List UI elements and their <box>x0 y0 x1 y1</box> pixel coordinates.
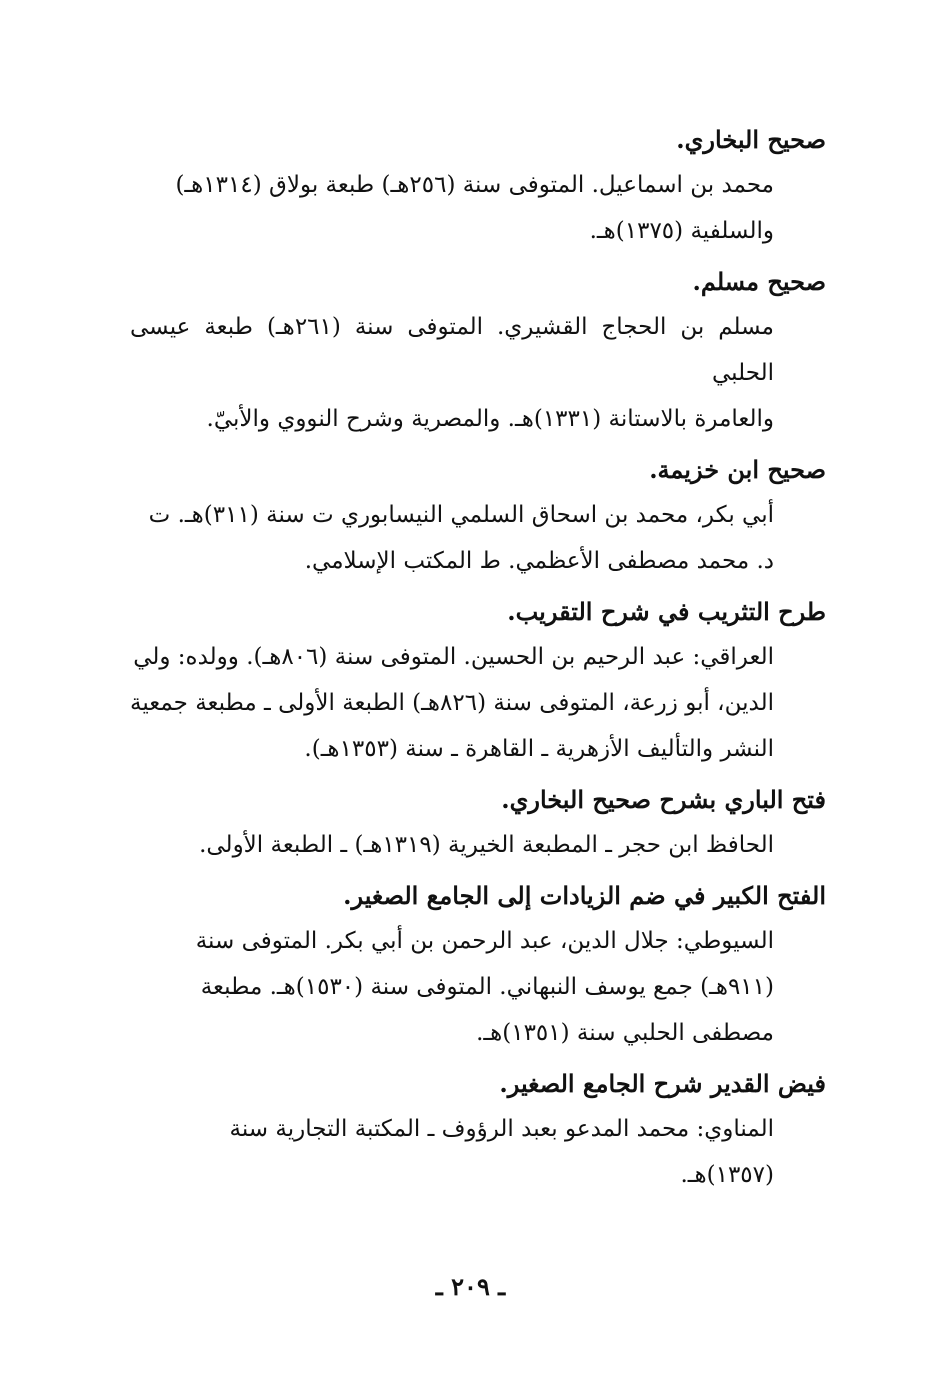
entry-line: مسلم بن الحجاج القشيري. المتوفى سنة (٢٦١هـ) طبعة عيسى الحلبي <box>130 314 774 386</box>
entry-line: د. محمد مصطفى الأعظمي. ط المكتب الإسلامي. <box>304 548 774 574</box>
entry-title: صحيح البخاري. <box>676 125 826 154</box>
entry-body <box>130 822 774 868</box>
entry-title: صحيح ابن خزيمة. <box>649 455 826 484</box>
entry-line: مصطفى الحلبي سنة (١٣٥١)هـ. <box>476 1020 774 1046</box>
entry-line: والعامرة بالاستانة (١٣٣١)هـ. والمصرية وشرح النووي والأبيّ. <box>206 406 774 432</box>
entry-title: الفتح الكبير في ضم الزيادات إلى الجامع الصغير. <box>343 881 826 910</box>
entry-title: فتح الباري بشرح صحيح البخاري. <box>501 785 826 814</box>
bibliography-entry <box>130 448 826 584</box>
bibliography-entry <box>130 778 826 868</box>
page-number: ـ ٢٠٩ ـ <box>435 1272 506 1301</box>
bibliography-entry <box>130 1062 826 1198</box>
entry-body <box>130 304 774 442</box>
entry-body <box>130 492 774 584</box>
bibliography-entry <box>130 874 826 1056</box>
entry-body <box>130 918 774 1056</box>
entry-line: السيوطي: جلال الدين، عبد الرحمن بن أبي بكر. المتوفى سنة <box>195 928 774 954</box>
entry-line: (٩١١هـ) جمع يوسف النبهاني. المتوفى سنة (١٥٣٠)هـ. مطبعة <box>200 974 774 1000</box>
entry-line: (١٣٥٧)هـ. <box>680 1162 774 1188</box>
bibliography-list <box>130 118 826 1204</box>
entry-line: الدين، أبو زرعة، المتوفى سنة (٨٢٦هـ) الطبعة الأولى ـ مطبعة جمعية <box>130 690 774 716</box>
entry-line: المناوي: محمد المدعو بعبد الرؤوف ـ المكتبة التجارية سنة <box>229 1116 774 1142</box>
entry-line: الحافظ ابن حجر ـ المطبعة الخيرية (١٣١٩هـ) ـ الطبعة الأولى. <box>199 832 774 858</box>
entry-body <box>130 162 774 254</box>
entry-line: النشر والتأليف الأزهرية ـ القاهرة ـ سنة (١٣٥٣هـ). <box>304 736 774 762</box>
bibliography-entry <box>130 590 826 772</box>
bibliography-entry <box>130 260 826 442</box>
bibliography-entry <box>130 118 826 254</box>
entry-body <box>130 1106 774 1198</box>
entry-line: أبي بكر، محمد بن اسحاق السلمي النيسابوري ت سنة (٣١١)هـ. ت <box>148 502 774 528</box>
entry-line: والسلفية (١٣٧٥)هـ. <box>589 218 774 244</box>
entry-title: صحيح مسلم. <box>692 267 826 296</box>
entry-line: العراقي: عبد الرحيم بن الحسين. المتوفى سنة (٨٠٦هـ). وولده: ولي <box>133 644 774 670</box>
entry-title: فيض القدير شرح الجامع الصغير. <box>499 1069 826 1098</box>
entry-title: طرح التثريب في شرح التقريب. <box>507 597 826 626</box>
entry-body <box>130 634 774 772</box>
entry-line: محمد بن اسماعيل. المتوفى سنة (٢٥٦هـ) طبعة بولاق (١٣١٤هـ) <box>175 172 774 198</box>
